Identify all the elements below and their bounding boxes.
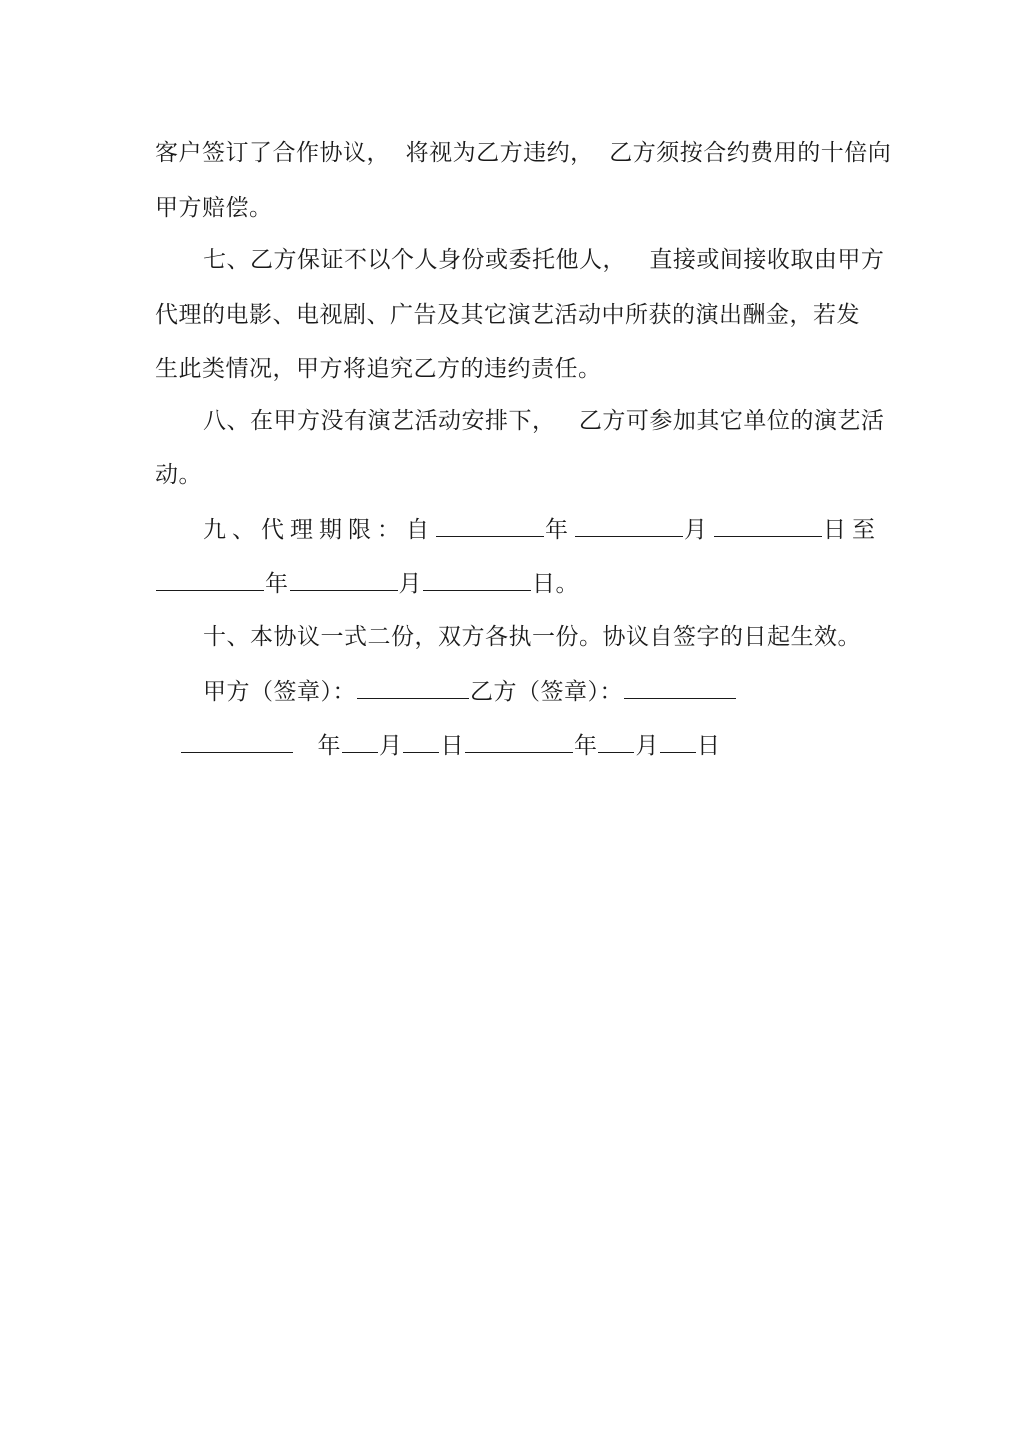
text-line: 甲方赔偿。 [155, 195, 273, 221]
year-label: 年 [317, 733, 341, 759]
clause-eight-line: 八、在甲方没有演艺活动安排下， 乙方可参加其它单位的演艺活 [203, 408, 885, 434]
party-a-date-blank[interactable] [181, 730, 293, 753]
clause-ten-line: 十、本协议一式二份，双方各执一份。协议自签字的日起生效。 [203, 624, 861, 650]
year-label: 年 [265, 571, 289, 597]
day-end-label: 日。 [532, 571, 579, 597]
month-label: 月 [635, 733, 659, 759]
party-b-date-blank[interactable] [465, 730, 573, 753]
year-label: 年 [545, 517, 574, 543]
party-a-signature-label: 甲方（签章）： [203, 679, 356, 705]
party-a-month-blank[interactable] [342, 730, 378, 753]
text-line: 客户签订了合作协议， 将视为乙方违约， 乙方须按合约费用的十倍向 [155, 140, 892, 166]
clause-seven-line: 七、乙方保证不以个人身份或委托他人， 直接或间接收取由甲方 [203, 247, 885, 273]
party-a-signature-blank[interactable] [357, 676, 469, 699]
clause-nine-line [203, 514, 881, 545]
day-to-label: 日至 [823, 517, 881, 543]
month-label: 月 [684, 517, 713, 543]
party-a-day-blank[interactable] [403, 730, 439, 753]
year-label: 年 [573, 733, 598, 759]
party-b-month-blank[interactable] [598, 730, 634, 753]
text-line: 生此类情况，甲方将追究乙方的违约责任。 [155, 356, 602, 382]
party-b-signature-label: 乙方（签章）： [470, 679, 623, 705]
party-b-day-blank[interactable] [660, 730, 696, 753]
signature-date-line [180, 730, 720, 761]
end-year-blank[interactable] [156, 568, 264, 591]
party-b-signature-blank[interactable] [624, 676, 736, 699]
month-label: 月 [398, 571, 422, 597]
day-label: 日 [696, 733, 721, 759]
start-day-blank[interactable] [714, 514, 822, 537]
term-end-line [155, 568, 579, 599]
start-year-blank[interactable] [436, 514, 544, 537]
day-label: 日 [440, 733, 464, 759]
signature-line [203, 676, 737, 707]
term-prefix: 九、代理期限：自 [203, 517, 435, 543]
start-month-blank[interactable] [575, 514, 683, 537]
month-label: 月 [378, 733, 403, 759]
end-day-blank[interactable] [423, 568, 531, 591]
text-line: 代理的电影、电视剧、广告及其它演艺活动中所获的演出酬金，若发 [155, 302, 860, 328]
text-line: 动。 [155, 462, 202, 488]
end-month-blank[interactable] [290, 568, 398, 591]
